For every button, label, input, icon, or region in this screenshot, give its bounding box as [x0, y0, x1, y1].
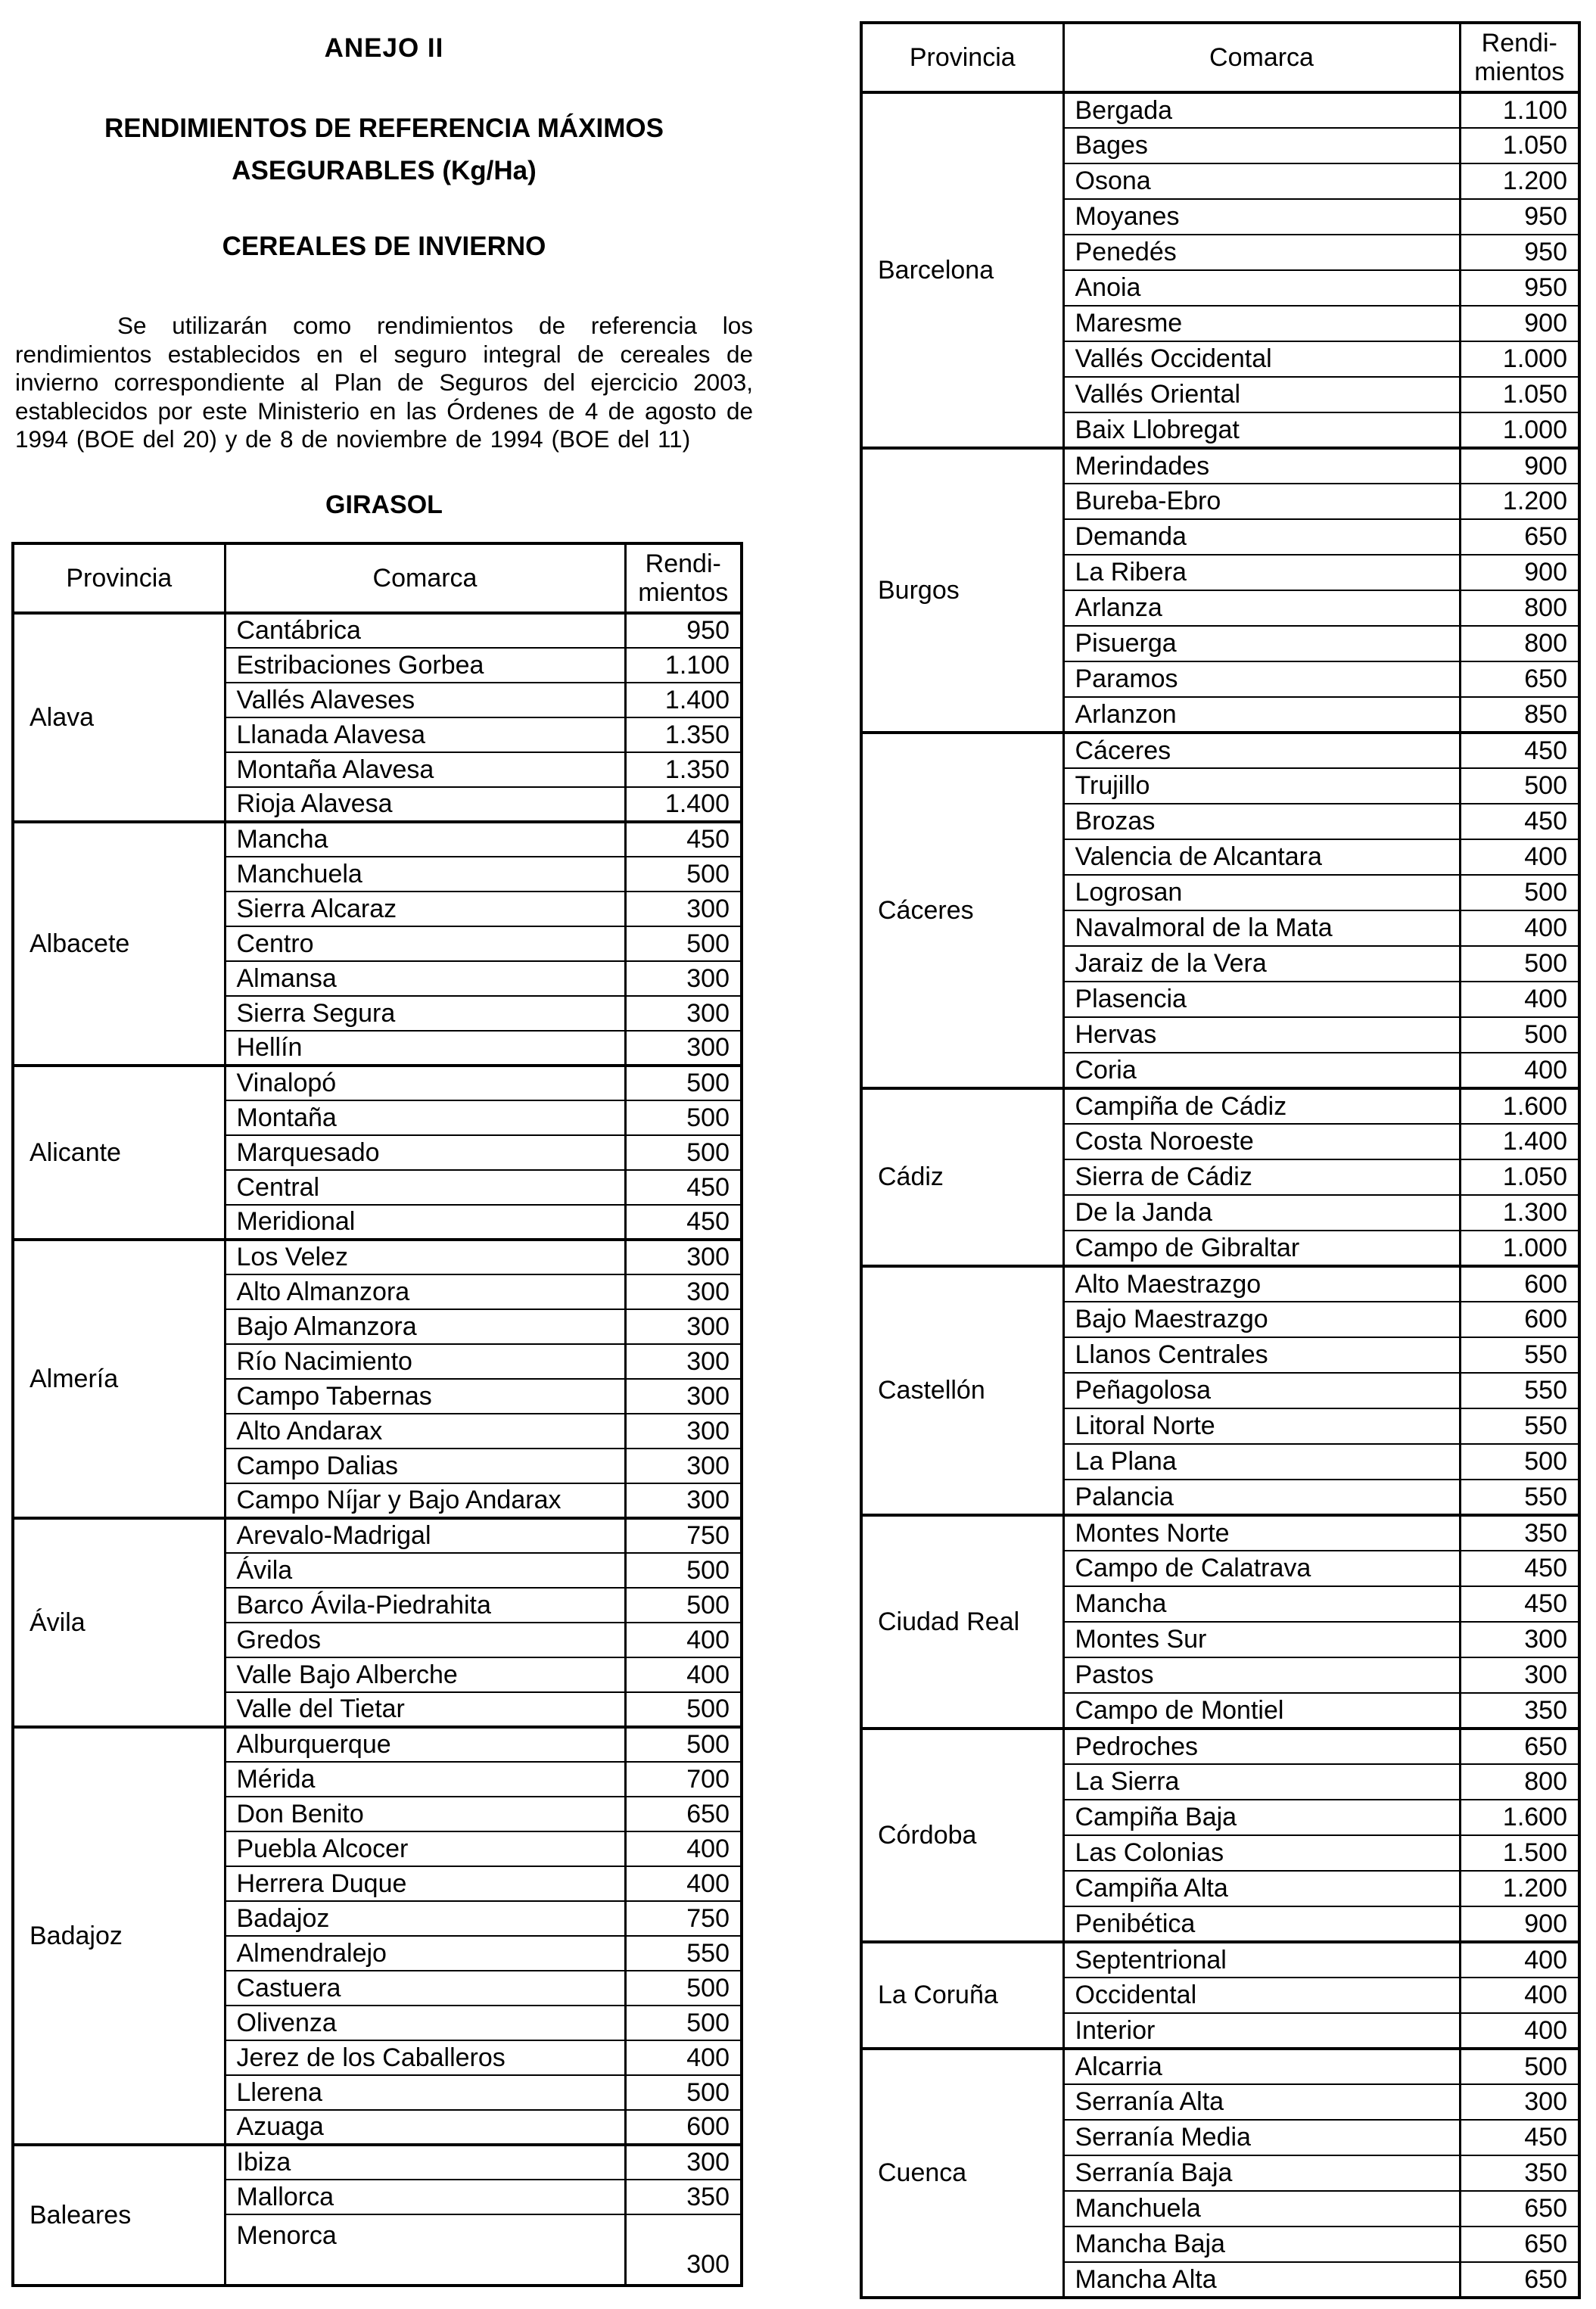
- rendimiento-cell: 900: [1460, 306, 1579, 341]
- rendimiento-cell: 450: [625, 1170, 742, 1205]
- rendimiento-cell: 800: [1460, 626, 1579, 661]
- comarca-cell: La Plana: [1063, 1444, 1460, 1480]
- comarca-cell: Mallorca: [225, 2180, 625, 2214]
- comarca-cell: Ávila: [225, 1553, 625, 1588]
- comarca-cell: Navalmoral de la Mata: [1063, 910, 1460, 946]
- rendimiento-cell: 500: [1460, 2049, 1579, 2084]
- rendimiento-cell: 450: [1460, 804, 1579, 839]
- rendimiento-cell: 1.400: [1460, 1124, 1579, 1159]
- rendimiento-cell: 450: [1460, 2120, 1579, 2155]
- comarca-cell: Sierra Alcaraz: [225, 892, 625, 926]
- comarca-cell: Pisuerga: [1063, 626, 1460, 661]
- comarca-cell: Bages: [1063, 128, 1460, 163]
- comarca-cell: Rioja Alavesa: [225, 787, 625, 822]
- rendimiento-cell: 450: [1460, 1586, 1579, 1622]
- provincia-cell: Cádiz: [861, 1088, 1063, 1266]
- comarca-cell: Manchuela: [1063, 2191, 1460, 2227]
- table-row: [861, 1515, 1579, 1551]
- comarca-cell: Valle Bajo Alberche: [225, 1657, 625, 1692]
- comarca-cell: Hervas: [1063, 1017, 1460, 1053]
- table-row: [861, 2049, 1579, 2084]
- section-title: CEREALES DE INVIERNO: [222, 232, 546, 261]
- comarca-cell: Arevalo-Madrigal: [225, 1518, 625, 1553]
- comarca-cell: Meridional: [225, 1205, 625, 1240]
- rendimientos-header-line1: Rendi-: [1481, 29, 1557, 58]
- rendimiento-cell: 400: [625, 1831, 742, 1866]
- comarca-cell: Peñagolosa: [1063, 1373, 1460, 1408]
- main-title-line2: ASEGURABLES (Kg/Ha): [232, 156, 537, 185]
- rendimiento-cell: 500: [625, 2075, 742, 2110]
- rendimiento-cell: 900: [1460, 1906, 1579, 1942]
- comarca-cell: Mancha: [1063, 1586, 1460, 1622]
- rendimiento-cell: 950: [1460, 199, 1579, 235]
- comarca-cell: Gredos: [225, 1623, 625, 1657]
- rendimientos-header-cell: [625, 543, 742, 613]
- crop-title: GIRASOL: [325, 490, 443, 519]
- comarca-cell: La Ribera: [1063, 555, 1460, 590]
- rendimiento-cell: 900: [1460, 448, 1579, 484]
- provincia-cell: Badajoz: [13, 1727, 225, 2145]
- rendimiento-cell: 500: [625, 1553, 742, 1588]
- comarca-cell: Occidental: [1063, 1978, 1460, 2013]
- rendimiento-cell: 350: [625, 2180, 742, 2214]
- rendimiento-cell: 300: [1460, 2084, 1579, 2120]
- provincia-cell: Almería: [13, 1240, 225, 1518]
- rendimiento-cell: 1.200: [1460, 484, 1579, 519]
- rendimiento-cell: 450: [1460, 1551, 1579, 1586]
- provincia-cell: Alava: [13, 613, 225, 822]
- rendimiento-cell: 650: [1460, 2227, 1579, 2262]
- comarca-cell: Valle del Tietar: [225, 1692, 625, 1727]
- comarca-cell: Montes Norte: [1063, 1515, 1460, 1551]
- comarca-cell: Bergada: [1063, 92, 1460, 128]
- provincia-cell: Ciudad Real: [861, 1515, 1063, 1729]
- comarca-cell: Campo Níjar y Bajo Andarax: [225, 1483, 625, 1518]
- rendimiento-cell: 450: [1460, 733, 1579, 768]
- rendimiento-cell: 400: [1460, 1942, 1579, 1978]
- table-row: [861, 448, 1579, 484]
- rendimiento-cell: 1.100: [1460, 92, 1579, 128]
- comarca-cell: Arlanza: [1063, 590, 1460, 626]
- rendimiento-cell: 400: [625, 1657, 742, 1692]
- table-row: [861, 733, 1579, 768]
- table-row: [861, 1942, 1579, 1978]
- table-row: [861, 1266, 1579, 1302]
- rendimiento-cell: 500: [625, 1692, 742, 1727]
- table-row: [861, 1088, 1579, 1124]
- comarca-cell: Almendralejo: [225, 1936, 625, 1971]
- comarca-cell: Estribaciones Gorbea: [225, 648, 625, 683]
- comarca-cell: Alcarria: [1063, 2049, 1460, 2084]
- comarca-cell: Litoral Norte: [1063, 1408, 1460, 1444]
- rendimiento-cell: 650: [1460, 1729, 1579, 1764]
- comarca-cell: Jaraiz de la Vera: [1063, 946, 1460, 982]
- comarca-cell: Baix Llobregat: [1063, 412, 1460, 448]
- comarca-cell: Las Colonias: [1063, 1835, 1460, 1871]
- rendimiento-cell: 400: [1460, 839, 1579, 875]
- comarca-cell: Vallés Alaveses: [225, 683, 625, 717]
- table-row: [861, 92, 1579, 128]
- rendimiento-cell: 650: [1460, 2262, 1579, 2298]
- provincia-cell: Burgos: [861, 448, 1063, 733]
- comarca-cell: Paramos: [1063, 661, 1460, 697]
- comarca-header-cell: Comarca: [1063, 23, 1460, 92]
- comarca-cell: De la Janda: [1063, 1195, 1460, 1231]
- rendimiento-cell: 650: [1460, 2191, 1579, 2227]
- comarca-cell: Bajo Maestrazgo: [1063, 1302, 1460, 1337]
- comarca-cell: Badajoz: [225, 1901, 625, 1936]
- rendimiento-cell: 600: [1460, 1266, 1579, 1302]
- rendimiento-cell: 800: [1460, 590, 1579, 626]
- comarca-cell: Llanos Centrales: [1063, 1337, 1460, 1373]
- rendimientos-header-cell: [1460, 23, 1579, 92]
- rendimiento-cell: 300: [625, 1240, 742, 1274]
- rendimiento-cell: 400: [1460, 2013, 1579, 2049]
- rendimiento-cell: 800: [1460, 1764, 1579, 1800]
- comarca-cell: Mancha Alta: [1063, 2262, 1460, 2298]
- girasol-table-right: [860, 21, 1581, 2299]
- rendimiento-cell: 500: [1460, 1017, 1579, 1053]
- comarca-cell: Olivenza: [225, 2006, 625, 2040]
- comarca-cell: Campo de Gibraltar: [1063, 1231, 1460, 1266]
- provincia-cell: Cuenca: [861, 2049, 1063, 2298]
- rendimiento-cell: 500: [625, 926, 742, 961]
- comarca-cell: Campo Tabernas: [225, 1379, 625, 1414]
- rendimiento-cell: 400: [1460, 1978, 1579, 2013]
- comarca-cell: Barco Ávila-Piedrahita: [225, 1588, 625, 1623]
- table-row: [13, 822, 742, 857]
- comarca-cell: Vinalopó: [225, 1066, 625, 1100]
- annex-title: ANEJO II: [324, 33, 444, 63]
- girasol-table-left: [11, 542, 743, 2287]
- comarca-cell: Moyanes: [1063, 199, 1460, 235]
- comarca-cell: Campiña Alta: [1063, 1871, 1460, 1906]
- comarca-cell: Merindades: [1063, 448, 1460, 484]
- rendimientos-header-line2: mientos: [638, 578, 729, 607]
- rendimiento-cell: 500: [625, 1066, 742, 1100]
- comarca-cell: Septentrional: [1063, 1942, 1460, 1978]
- provincia-cell: Ávila: [13, 1518, 225, 1727]
- comarca-cell: Central: [225, 1170, 625, 1205]
- provincia-cell: Albacete: [13, 822, 225, 1066]
- comarca-cell: Sierra de Cádiz: [1063, 1159, 1460, 1195]
- rendimiento-cell: 550: [1460, 1408, 1579, 1444]
- rendimiento-cell: 1.000: [1460, 1231, 1579, 1266]
- comarca-cell: Pedroches: [1063, 1729, 1460, 1764]
- rendimiento-cell: 300: [625, 1344, 742, 1379]
- comarca-cell: Vallés Occidental: [1063, 341, 1460, 377]
- comarca-cell: Manchuela: [225, 857, 625, 892]
- rendimiento-cell: 1.300: [1460, 1195, 1579, 1231]
- rendimiento-cell: 550: [1460, 1373, 1579, 1408]
- comarca-cell: Alto Maestrazgo: [1063, 1266, 1460, 1302]
- table-header-row: [861, 23, 1579, 92]
- rendimiento-cell: 1.050: [1460, 128, 1579, 163]
- rendimiento-cell: 500: [1460, 875, 1579, 910]
- comarca-cell: Cantábrica: [225, 613, 625, 648]
- rendimiento-cell: 300: [625, 892, 742, 926]
- rendimiento-cell: 300: [625, 2214, 742, 2286]
- comarca-cell: Campiña de Cádiz: [1063, 1088, 1460, 1124]
- intro-paragraph: Se utilizarán como rendimientos de referencia los rendimientos establecidos en el seguro integral de cereales de invierno correspondiente al Plan de Seguros del ejercicio 2003, establecidos por este Ministerio en las Órdenes de 4 de agosto de 1994 (BOE del 20) y de 8 de noviembre de 1994 (BOE del 11): [15, 312, 753, 453]
- rendimiento-cell: 1.000: [1460, 412, 1579, 448]
- rendimiento-cell: 500: [625, 1135, 742, 1170]
- comarca-cell: Hellín: [225, 1031, 625, 1066]
- rendimiento-cell: 500: [1460, 946, 1579, 982]
- comarca-cell: Castuera: [225, 1971, 625, 2006]
- comarca-cell: Herrera Duque: [225, 1866, 625, 1901]
- comarca-cell: Río Nacimiento: [225, 1344, 625, 1379]
- rendimiento-cell: 650: [1460, 519, 1579, 555]
- rendimiento-cell: 500: [625, 857, 742, 892]
- rendimiento-cell: 300: [625, 1274, 742, 1309]
- rendimiento-cell: 950: [625, 613, 742, 648]
- provincia-cell: Cáceres: [861, 733, 1063, 1088]
- comarca-cell: Interior: [1063, 2013, 1460, 2049]
- comarca-cell: Almansa: [225, 961, 625, 996]
- rendimiento-cell: 450: [625, 822, 742, 857]
- rendimiento-cell: 350: [1460, 1515, 1579, 1551]
- comarca-cell: Azuaga: [225, 2110, 625, 2145]
- rendimiento-cell: 300: [625, 996, 742, 1031]
- comarca-cell: Centro: [225, 926, 625, 961]
- comarca-cell: Serranía Media: [1063, 2120, 1460, 2155]
- comarca-cell: Vallés Oriental: [1063, 377, 1460, 412]
- comarca-cell: Trujillo: [1063, 768, 1460, 804]
- provincia-cell: Córdoba: [861, 1729, 1063, 1942]
- comarca-cell: Arlanzon: [1063, 697, 1460, 733]
- comarca-cell: Palancia: [1063, 1480, 1460, 1515]
- rendimiento-cell: 950: [1460, 270, 1579, 306]
- comarca-cell: Plasencia: [1063, 982, 1460, 1017]
- comarca-cell: Puebla Alcocer: [225, 1831, 625, 1866]
- rendimiento-cell: 400: [625, 1866, 742, 1901]
- comarca-cell: Penedés: [1063, 235, 1460, 270]
- rendimiento-cell: 900: [1460, 555, 1579, 590]
- rendimiento-cell: 1.350: [625, 717, 742, 752]
- comarca-cell: Campo de Montiel: [1063, 1693, 1460, 1729]
- comarca-cell: Don Benito: [225, 1797, 625, 1831]
- comarca-cell: Montaña Alavesa: [225, 752, 625, 787]
- rendimiento-cell: 1.050: [1460, 1159, 1579, 1195]
- rendimiento-cell: 850: [1460, 697, 1579, 733]
- rendimiento-cell: 500: [1460, 768, 1579, 804]
- rendimiento-cell: 300: [625, 1309, 742, 1344]
- table-row: [13, 1518, 742, 1553]
- provincia-header-cell: Provincia: [13, 543, 225, 613]
- comarca-cell: Maresme: [1063, 306, 1460, 341]
- comarca-cell: Coria: [1063, 1053, 1460, 1088]
- rendimiento-cell: 550: [625, 1936, 742, 1971]
- rendimiento-cell: 500: [625, 1971, 742, 2006]
- comarca-cell: Alto Andarax: [225, 1414, 625, 1449]
- comarca-cell: Menorca: [225, 2214, 625, 2286]
- rendimiento-cell: 300: [625, 961, 742, 996]
- comarca-cell: Campo Dalias: [225, 1449, 625, 1483]
- comarca-cell: Campiña Baja: [1063, 1800, 1460, 1835]
- comarca-cell: Demanda: [1063, 519, 1460, 555]
- provincia-cell: Alicante: [13, 1066, 225, 1240]
- main-title-line1: RENDIMIENTOS DE REFERENCIA MÁXIMOS: [104, 114, 664, 143]
- comarca-cell: Mancha Baja: [1063, 2227, 1460, 2262]
- provincia-cell: Baleares: [13, 2145, 225, 2286]
- rendimiento-cell: 1.050: [1460, 377, 1579, 412]
- rendimiento-cell: 300: [1460, 1657, 1579, 1693]
- rendimiento-cell: 300: [625, 1379, 742, 1414]
- rendimiento-cell: 500: [625, 2006, 742, 2040]
- rendimiento-cell: 400: [1460, 910, 1579, 946]
- rendimiento-cell: 350: [1460, 2155, 1579, 2191]
- comarca-cell: Cáceres: [1063, 733, 1460, 768]
- rendimiento-cell: 300: [625, 1414, 742, 1449]
- rendimiento-cell: 400: [625, 1623, 742, 1657]
- rendimiento-cell: 1.200: [1460, 1871, 1579, 1906]
- comarca-cell: Serranía Alta: [1063, 2084, 1460, 2120]
- comarca-cell: Bureba-Ebro: [1063, 484, 1460, 519]
- rendimiento-cell: 750: [625, 1518, 742, 1553]
- rendimiento-cell: 400: [1460, 1053, 1579, 1088]
- comarca-cell: Llerena: [225, 2075, 625, 2110]
- rendimiento-cell: 1.100: [625, 648, 742, 683]
- comarca-cell: Logrosan: [1063, 875, 1460, 910]
- document-header: [11, 0, 757, 542]
- comarca-cell: Bajo Almanzora: [225, 1309, 625, 1344]
- table-row: [13, 1727, 742, 1762]
- rendimiento-cell: 1.400: [625, 787, 742, 822]
- comarca-cell: Alto Almanzora: [225, 1274, 625, 1309]
- rendimiento-cell: 1.200: [1460, 163, 1579, 199]
- rendimiento-cell: 650: [625, 1797, 742, 1831]
- rendimiento-cell: 450: [625, 1205, 742, 1240]
- rendimiento-cell: 550: [1460, 1480, 1579, 1515]
- comarca-cell: Pastos: [1063, 1657, 1460, 1693]
- comarca-cell: Penibética: [1063, 1906, 1460, 1942]
- table-header-row: [13, 543, 742, 613]
- comarca-cell: Jerez de los Caballeros: [225, 2040, 625, 2075]
- rendimiento-cell: 350: [1460, 1693, 1579, 1729]
- rendimiento-cell: 650: [1460, 661, 1579, 697]
- rendimiento-cell: 300: [1460, 1622, 1579, 1657]
- rendimiento-cell: 1.350: [625, 752, 742, 787]
- provincia-cell: Castellón: [861, 1266, 1063, 1515]
- table-row: [13, 613, 742, 648]
- comarca-cell: Anoia: [1063, 270, 1460, 306]
- comarca-cell: Campo de Calatrava: [1063, 1551, 1460, 1586]
- rendimiento-cell: 300: [625, 2145, 742, 2180]
- rendimiento-cell: 750: [625, 1901, 742, 1936]
- rendimiento-cell: 600: [625, 2110, 742, 2145]
- rendimiento-cell: 300: [625, 1483, 742, 1518]
- provincia-cell: Barcelona: [861, 92, 1063, 448]
- rendimiento-cell: 400: [1460, 982, 1579, 1017]
- comarca-cell: Mérida: [225, 1762, 625, 1797]
- rendimiento-cell: 400: [625, 2040, 742, 2075]
- comarca-cell: Montes Sur: [1063, 1622, 1460, 1657]
- rendimiento-cell: 300: [625, 1449, 742, 1483]
- comarca-cell: Mancha: [225, 822, 625, 857]
- comarca-cell: Serranía Baja: [1063, 2155, 1460, 2191]
- comarca-cell: Brozas: [1063, 804, 1460, 839]
- comarca-cell: Alburquerque: [225, 1727, 625, 1762]
- comarca-cell: Valencia de Alcantara: [1063, 839, 1460, 875]
- comarca-header-cell: Comarca: [225, 543, 625, 613]
- rendimiento-cell: 550: [1460, 1337, 1579, 1373]
- rendimiento-cell: 300: [625, 1031, 742, 1066]
- rendimiento-cell: 500: [625, 1727, 742, 1762]
- comarca-cell: Osona: [1063, 163, 1460, 199]
- rendimiento-cell: 1.600: [1460, 1088, 1579, 1124]
- provincia-cell: La Coruña: [861, 1942, 1063, 2049]
- rendimiento-cell: 1.600: [1460, 1800, 1579, 1835]
- comarca-cell: Sierra Segura: [225, 996, 625, 1031]
- comarca-cell: Costa Noroeste: [1063, 1124, 1460, 1159]
- table-row: [13, 1066, 742, 1100]
- rendimiento-cell: 600: [1460, 1302, 1579, 1337]
- comarca-cell: Marquesado: [225, 1135, 625, 1170]
- rendimientos-header-line1: Rendi-: [645, 549, 721, 578]
- provincia-header-cell: Provincia: [861, 23, 1063, 92]
- table-row: [13, 2145, 742, 2180]
- table-row: [13, 1240, 742, 1274]
- rendimiento-cell: 500: [1460, 1444, 1579, 1480]
- rendimiento-cell: 700: [625, 1762, 742, 1797]
- rendimientos-header-line2: mientos: [1474, 58, 1565, 86]
- rendimiento-cell: 950: [1460, 235, 1579, 270]
- table-row: [861, 1729, 1579, 1764]
- rendimiento-cell: 1.000: [1460, 341, 1579, 377]
- comarca-cell: La Sierra: [1063, 1764, 1460, 1800]
- comarca-cell: Montaña: [225, 1100, 625, 1135]
- rendimiento-cell: 1.400: [625, 683, 742, 717]
- rendimiento-cell: 1.500: [1460, 1835, 1579, 1871]
- comarca-cell: Llanada Alavesa: [225, 717, 625, 752]
- comarca-cell: Ibiza: [225, 2145, 625, 2180]
- rendimiento-cell: 500: [625, 1100, 742, 1135]
- comarca-cell: Los Velez: [225, 1240, 625, 1274]
- rendimiento-cell: 500: [625, 1588, 742, 1623]
